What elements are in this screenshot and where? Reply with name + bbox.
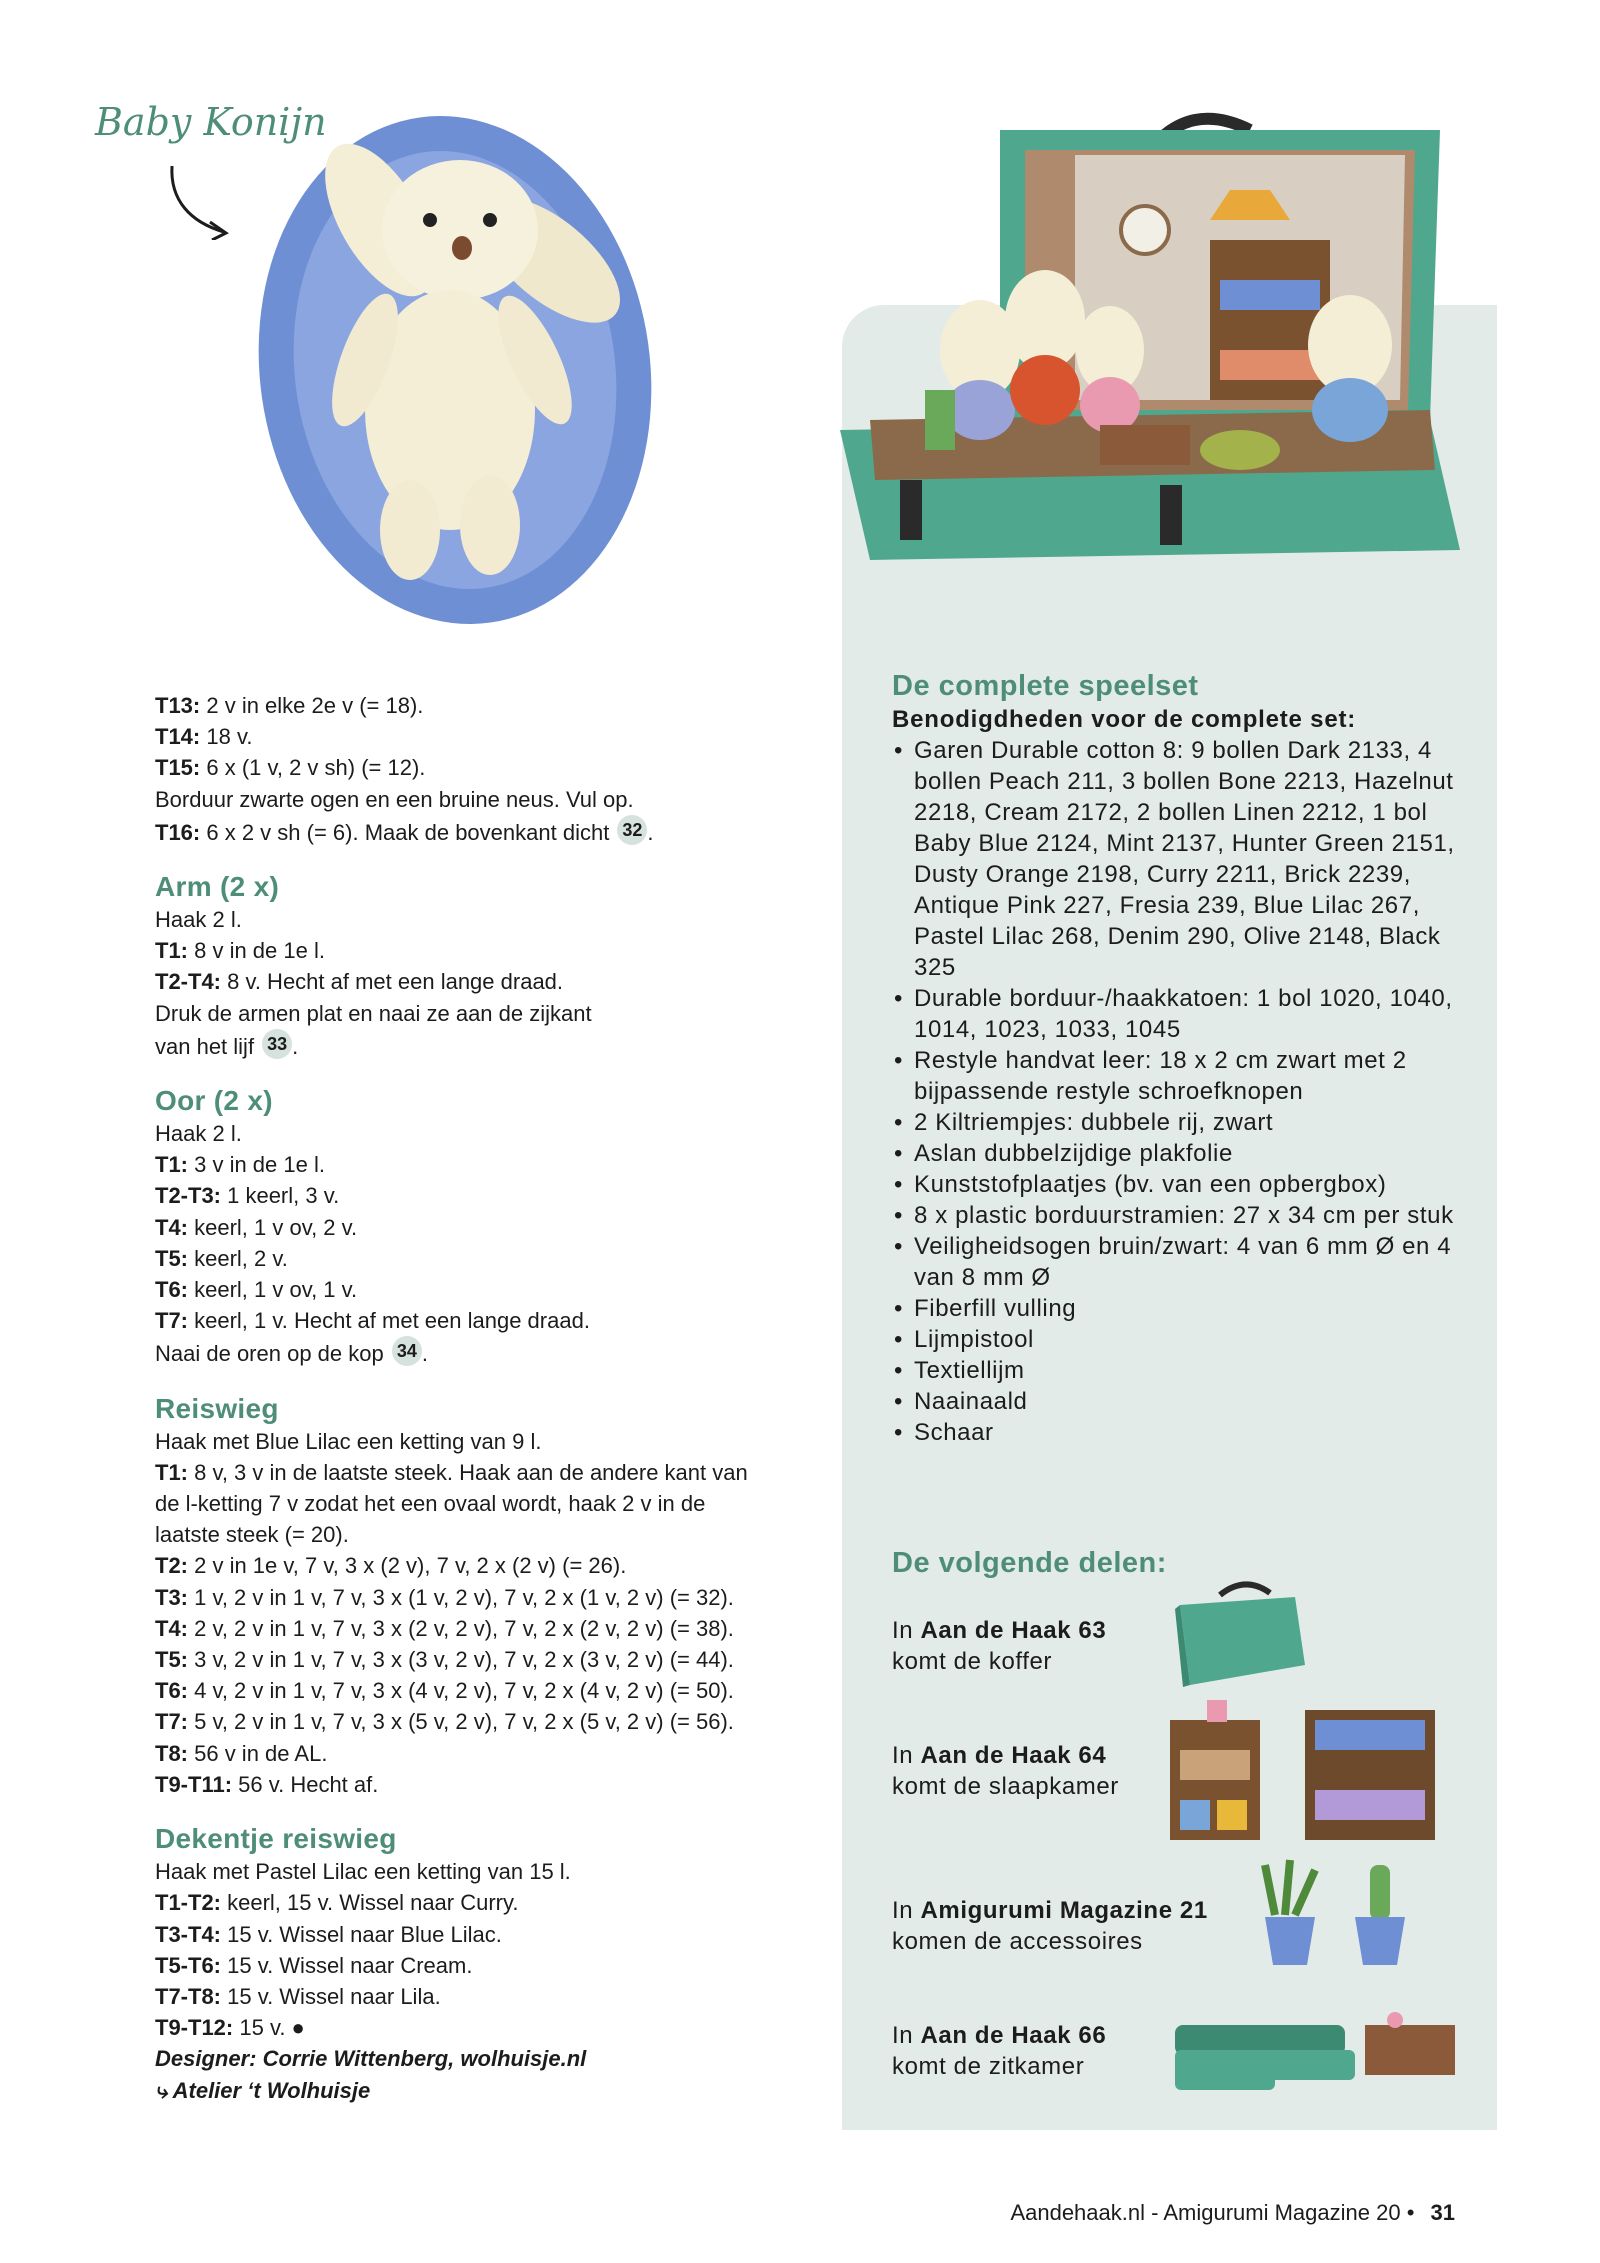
next-part-title xyxy=(892,1895,1222,1926)
next-part-magazine: Amigurumi Magazine 21 xyxy=(920,1897,1208,1924)
next-parts-heading: De volgende delen: xyxy=(892,1547,1167,1579)
row-text: de l-ketting 7 v zodat het een ovaal wordt, haak 2 v in de xyxy=(155,1491,706,1517)
pattern-instructions xyxy=(155,690,795,2106)
row-text: keerl, 1 v ov, 2 v. xyxy=(188,1214,358,1240)
instruction-line xyxy=(155,1180,795,1211)
next-part-magazine: Aan de Haak 63 xyxy=(920,1617,1107,1644)
row-text: Borduur zwarte ogen en een bruine neus. Vul op. xyxy=(155,786,634,812)
row-label: T9-T11: xyxy=(155,1771,233,1797)
instruction-line xyxy=(155,1950,795,1981)
next-part-description: komt de slaapkamer xyxy=(892,1773,1119,1800)
instruction-line xyxy=(155,1613,795,1644)
row-label: T2: xyxy=(155,1553,188,1579)
supply-item: • Lijmpistool xyxy=(892,1324,1472,1355)
arrow-small-icon: ⤷ xyxy=(155,2077,173,2103)
row-label: T1: xyxy=(155,1459,188,1485)
row-label: T14: xyxy=(155,724,201,750)
row-label: T16: xyxy=(155,819,201,845)
row-label: T4: xyxy=(155,1214,188,1240)
row-text: laatste steek (= 20). xyxy=(155,1522,349,1548)
row-end: . xyxy=(421,1341,428,1367)
row-label: T6: xyxy=(155,1678,188,1704)
row-text: 3 v, 2 v in 1 v, 7 v, 3 x (3 v, 2 v), 7 v, 2 x (3 v, 2 v) (= 44). xyxy=(188,1647,734,1673)
instruction-line xyxy=(155,1274,795,1305)
instruction-line xyxy=(155,2012,795,2043)
row-label: T2-T3: xyxy=(155,1183,221,1209)
page-footer xyxy=(1010,2200,1455,2226)
arm-rows xyxy=(155,904,795,1062)
next-part-magazine: Aan de Haak 64 xyxy=(920,1742,1107,1769)
row-text: 6 x (1 v, 2 v sh) (= 12). xyxy=(200,755,426,781)
row-text: 56 v in de AL. xyxy=(188,1740,328,1766)
row-label: T5: xyxy=(155,1647,188,1673)
supply-item: • 8 x plastic borduurstramien: 27 x 34 cm per stuk xyxy=(892,1200,1472,1231)
row-text: keerl, 15 v. Wissel naar Curry. xyxy=(221,1890,519,1916)
instruction-line xyxy=(155,1769,795,1800)
row-text: 6 x 2 v sh (= 6). Maak de bovenkant dicht xyxy=(200,819,616,845)
row-text: 15 v. Wissel naar Blue Lilac. xyxy=(221,1921,502,1947)
supplies-list xyxy=(892,735,1472,1448)
instruction-line xyxy=(155,1336,795,1369)
row-text: 8 v in de 1e l. xyxy=(188,938,325,964)
row-label: T5: xyxy=(155,1245,188,1271)
supply-item: • Restyle handvat leer: 18 x 2 cm zwart met 2 bijpassende restyle schroefknopen xyxy=(892,1045,1472,1107)
row-text: 3 v in de 1e l. xyxy=(188,1152,325,1178)
supply-item: • Textiellijm xyxy=(892,1355,1472,1386)
page-title: Baby Konijn xyxy=(95,100,327,144)
next-part-prefix: In xyxy=(892,1742,921,1769)
instruction-line xyxy=(155,1738,795,1769)
supply-item: • Veiligheidsogen bruin/zwart: 4 van 6 mm Ø en 4 van 8 mm Ø xyxy=(892,1231,1472,1293)
instruction-line xyxy=(155,1243,795,1274)
instruction-line xyxy=(155,815,795,848)
supply-item: • Fiberfill vulling xyxy=(892,1293,1472,1324)
suitcase-thumbnail xyxy=(1175,1575,1310,1695)
row-text: 8 v, 3 v in de laatste steek. Haak aan de andere kant van xyxy=(188,1459,748,1485)
row-text: Haak 2 l. xyxy=(155,1121,242,1147)
instruction-line xyxy=(155,1550,795,1581)
row-text: 5 v, 2 v in 1 v, 7 v, 3 x (5 v, 2 v), 7 v, 2 x (5 v, 2 v) (= 56). xyxy=(188,1709,734,1735)
row-text: 18 v. xyxy=(200,724,253,750)
instruction-line xyxy=(155,784,795,815)
row-label: T3: xyxy=(155,1584,188,1610)
row-text: 2 v in 1e v, 7 v, 3 x (2 v), 7 v, 2 x (2 v) (= 26). xyxy=(188,1553,627,1579)
instruction-line xyxy=(155,1488,795,1519)
bunny-basket-image xyxy=(250,110,660,630)
supply-item: • Kunststofplaatjes (bv. van een opbergbox) xyxy=(892,1169,1472,1200)
row-text: Naai de oren op de kop xyxy=(155,1341,390,1367)
row-label: T7: xyxy=(155,1308,188,1334)
photo-ref-badge: 33 xyxy=(262,1029,292,1059)
livingroom-thumbnail xyxy=(1165,1995,1465,2105)
supply-item: • Schaar xyxy=(892,1417,1472,1448)
row-text: van het lijf xyxy=(155,1033,261,1059)
supply-item: • Garen Durable cotton 8: 9 bollen Dark 2133, 4 bollen Peach 211, 3 bollen Bone 2213, Hazelnut 2218, Cream 2172, 2 bollen Linen 2212, 1 bol Baby Blue 2124, Mint 2137, Hunter Green 2151, Dusty Orange 2198, Curry 2211, Brick 2239, Antique Pink 227, Fresia 239, Blue Lilac 267, Pastel Lilac 268, Denim 290, Olive 2148, Black 325 xyxy=(892,735,1472,983)
instruction-line xyxy=(155,1305,795,1336)
next-part-prefix: In xyxy=(892,1617,921,1644)
instruction-line xyxy=(155,1029,795,1062)
next-part-item xyxy=(892,1895,1222,1957)
supplies-section xyxy=(892,668,1472,1448)
row-text: Haak 2 l. xyxy=(155,907,242,933)
row-end: . xyxy=(292,1033,299,1059)
instruction-line xyxy=(155,1149,795,1180)
arrow-icon xyxy=(160,160,240,240)
instruction-line xyxy=(155,1519,795,1550)
row-label: T7-T8: xyxy=(155,1983,221,2009)
row-text: Druk de armen plat en naai ze aan de zijkant xyxy=(155,1000,592,1026)
row-label: T1: xyxy=(155,1152,188,1178)
instruction-line xyxy=(155,1582,795,1613)
instruction-line xyxy=(155,1426,795,1457)
page-number: 31 xyxy=(1430,2200,1455,2225)
atelier-credit xyxy=(155,2075,795,2106)
instruction-line xyxy=(155,1644,795,1675)
row-label: T5-T6: xyxy=(155,1952,221,1978)
supply-item: • Naainaald xyxy=(892,1386,1472,1417)
instruction-line xyxy=(155,966,795,997)
instruction-line xyxy=(155,935,795,966)
row-text: keerl, 1 v. Hecht af met een lange draad. xyxy=(188,1308,590,1334)
row-text: Haak met Pastel Lilac een ketting van 15 l. xyxy=(155,1859,571,1885)
row-label: T8: xyxy=(155,1740,188,1766)
row-label: T4: xyxy=(155,1615,188,1641)
instruction-line xyxy=(155,1675,795,1706)
supplies-subheading: Benodigdheden voor de complete set: xyxy=(892,706,1357,733)
photo-ref-badge: 34 xyxy=(392,1336,422,1366)
next-part-prefix: In xyxy=(892,2022,921,2049)
instruction-line xyxy=(155,1981,795,2012)
dekentje-heading: Dekentje reiswieg xyxy=(155,1823,397,1855)
dekentje-rows xyxy=(155,1856,795,2043)
next-part-description: komen de accessoires xyxy=(892,1928,1143,1955)
row-text: 15 v. Wissel naar Cream. xyxy=(221,1952,473,1978)
row-label: T1-T2: xyxy=(155,1890,221,1916)
next-part-title xyxy=(892,1615,1222,1646)
row-text: keerl, 1 v ov, 1 v. xyxy=(188,1277,358,1303)
row-text: 2 v in elke 2e v (= 18). xyxy=(200,693,424,718)
reiswieg-heading: Reiswieg xyxy=(155,1392,279,1424)
bedroom-thumbnail xyxy=(1165,1690,1455,1850)
next-part-description: komt de zitkamer xyxy=(892,2053,1085,2080)
row-label: T13: xyxy=(155,693,201,718)
row-text: 15 v. Wissel naar Lila. xyxy=(221,1983,441,2009)
instruction-line xyxy=(155,904,795,935)
next-part-item xyxy=(892,1615,1222,1677)
row-label: T1: xyxy=(155,938,188,964)
row-text: 1 v, 2 v in 1 v, 7 v, 3 x (1 v, 2 v), 7 v, 2 x (1 v, 2 v) (= 32). xyxy=(188,1584,734,1610)
row-text: Haak met Blue Lilac een ketting van 9 l. xyxy=(155,1428,542,1454)
instruction-line xyxy=(155,1919,795,1950)
oor-rows xyxy=(155,1118,795,1370)
row-end: . xyxy=(647,819,654,845)
footer-text: Aandehaak.nl - Amigurumi Magazine 20 xyxy=(1010,2200,1401,2225)
designer-credit: Designer: Corrie Wittenberg, wolhuisje.nl xyxy=(155,2046,587,2072)
atelier-name: Atelier ‘t Wolhuisje xyxy=(172,2077,371,2103)
instruction-line xyxy=(155,1118,795,1149)
instruction-line xyxy=(155,1887,795,1918)
row-text: 4 v, 2 v in 1 v, 7 v, 3 x (4 v, 2 v), 7 v, 2 x (4 v, 2 v) (= 50). xyxy=(188,1678,734,1704)
row-label: T15: xyxy=(155,755,201,781)
row-label: T9-T12: xyxy=(155,2015,234,2041)
instruction-line xyxy=(155,1212,795,1243)
row-label: T6: xyxy=(155,1277,188,1303)
row-text: 56 v. Hecht af. xyxy=(232,1771,379,1797)
photo-ref-badge: 32 xyxy=(617,815,647,845)
instruction-line xyxy=(155,998,795,1029)
row-text: 2 v, 2 v in 1 v, 7 v, 3 x (2 v, 2 v), 7 v, 2 x (2 v, 2 v) (= 38). xyxy=(188,1615,734,1641)
row-text: 8 v. Hecht af met een lange draad. xyxy=(221,969,564,995)
instruction-line xyxy=(155,690,795,721)
row-label: T7: xyxy=(155,1709,188,1735)
next-part-description: komt de koffer xyxy=(892,1648,1053,1675)
instruction-line xyxy=(155,721,795,752)
instruction-line xyxy=(155,752,795,783)
accessories-thumbnail xyxy=(1255,1855,1415,1975)
oor-heading: Oor (2 x) xyxy=(155,1085,273,1117)
playset-suitcase-image xyxy=(830,90,1470,630)
row-label: T2-T4: xyxy=(155,969,221,995)
instruction-line xyxy=(155,1856,795,1887)
arm-heading: Arm (2 x) xyxy=(155,871,280,903)
footer-bullet: • xyxy=(1406,2200,1415,2225)
row-text: 15 v. ● xyxy=(233,2015,305,2041)
next-part-prefix: In xyxy=(892,1897,921,1924)
row-label: T3-T4: xyxy=(155,1921,221,1947)
supply-item: • Durable borduur-/haakkatoen: 1 bol 1020, 1040, 1014, 1023, 1033, 1045 xyxy=(892,983,1472,1045)
instruction-line xyxy=(155,1706,795,1737)
row-text: keerl, 2 v. xyxy=(188,1245,288,1271)
supply-item: • 2 Kiltriempjes: dubbele rij, zwart xyxy=(892,1107,1472,1138)
instruction-line xyxy=(155,1457,795,1488)
reiswieg-rows xyxy=(155,1426,795,1800)
row-text: 1 keerl, 3 v. xyxy=(221,1183,340,1209)
supply-item: • Aslan dubbelzijdige plakfolie xyxy=(892,1138,1472,1169)
intro-rows xyxy=(155,690,795,848)
playset-heading: De complete speelset xyxy=(892,670,1199,702)
next-part-magazine: Aan de Haak 66 xyxy=(920,2022,1107,2049)
